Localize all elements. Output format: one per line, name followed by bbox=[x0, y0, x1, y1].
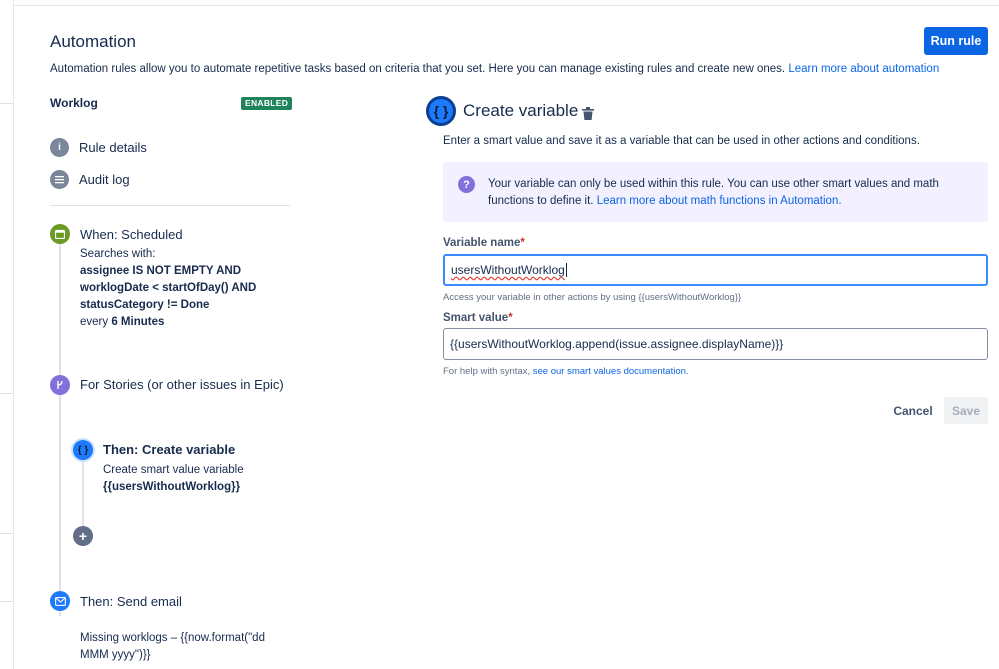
info-message bbox=[488, 176, 978, 210]
editor-subtitle: Enter a smart value and save it as a variable that can be used in other actions and conditions. bbox=[443, 135, 920, 147]
status-badge[interactable]: ENABLED bbox=[241, 97, 292, 110]
create-variable-desc: Create smart value variable bbox=[103, 464, 244, 476]
nav-divider bbox=[0, 103, 14, 104]
schedule-interval: every 6 Minutes bbox=[80, 316, 165, 328]
branch-icon bbox=[50, 375, 70, 395]
trigger-details[interactable] bbox=[80, 246, 256, 331]
cancel-button[interactable]: Cancel bbox=[888, 397, 938, 424]
editor-title: Create variable bbox=[463, 101, 579, 120]
email-subject-line: Missing worklogs – {{now.format("dd bbox=[80, 632, 265, 644]
jql-line: assignee IS NOT EMPTY AND bbox=[80, 265, 242, 277]
info-icon: i bbox=[50, 138, 69, 157]
description-text: Automation rules allow you to automate repetitive tasks based on criteria that you set. Here you can manage existing rules and create new ones. bbox=[50, 63, 786, 75]
smart-value-text: {{usersWithoutWorklog.append(issue.assignee.displayName)}} bbox=[450, 337, 784, 351]
send-email-title[interactable]: Then: Send email bbox=[80, 594, 182, 609]
variable-name-label: Variable name* bbox=[443, 237, 525, 249]
send-email-details[interactable] bbox=[80, 630, 265, 664]
variable-name-input[interactable] bbox=[443, 254, 988, 286]
trigger-title[interactable]: When: Scheduled bbox=[80, 227, 183, 242]
left-nav-edge bbox=[0, 0, 14, 669]
smart-value-label: Smart value* bbox=[443, 312, 513, 324]
question-icon: ? bbox=[458, 176, 475, 193]
audit-log-item[interactable] bbox=[50, 170, 130, 189]
trash-icon[interactable] bbox=[582, 107, 594, 120]
variable-name-value: usersWithoutWorklog bbox=[451, 263, 565, 277]
create-variable-details[interactable] bbox=[103, 462, 244, 496]
jql-line: statusCategory != Done bbox=[80, 299, 210, 311]
flow-connector bbox=[59, 236, 61, 616]
nav-divider bbox=[0, 601, 14, 602]
smart-values-docs-link[interactable]: see our smart values documentation. bbox=[532, 366, 689, 377]
add-component-icon[interactable]: + bbox=[73, 526, 93, 546]
list-icon bbox=[50, 170, 69, 189]
math-functions-link[interactable]: Learn more about math functions in Automation. bbox=[596, 195, 842, 207]
info-text: Your variable can only be used within this rule. You can use other smart values and math functions to define it. bbox=[488, 178, 939, 207]
run-rule-button[interactable]: Run rule bbox=[924, 27, 988, 55]
jql-line: worklogDate < startOfDay() AND bbox=[80, 282, 257, 294]
top-divider bbox=[14, 5, 999, 6]
variable-token: {{usersWithoutWorklog}} bbox=[103, 481, 241, 493]
mail-icon bbox=[50, 591, 70, 611]
page-title: Automation bbox=[50, 32, 136, 51]
audit-log-label: Audit log bbox=[79, 172, 130, 187]
branch-title[interactable]: For Stories (or other issues in Epic) bbox=[80, 377, 284, 392]
learn-more-automation-link[interactable]: Learn more about automation bbox=[788, 63, 940, 75]
page-description bbox=[50, 63, 939, 75]
variable-name-helper: Access your variable in other actions by using {{usersWithoutWorklog}} bbox=[443, 292, 742, 303]
smart-value-helper: For help with syntax, see our smart values documentation. bbox=[443, 366, 689, 377]
rule-details-item[interactable] bbox=[50, 138, 147, 157]
smart-value-input[interactable] bbox=[443, 328, 988, 360]
rule-name: Worklog bbox=[50, 96, 98, 110]
save-button[interactable]: Save bbox=[944, 397, 988, 424]
braces-icon: { } bbox=[426, 96, 456, 126]
nav-divider bbox=[0, 393, 14, 394]
calendar-icon bbox=[50, 224, 70, 244]
nav-divider bbox=[0, 533, 14, 534]
menu-divider bbox=[50, 205, 290, 206]
braces-icon: { } bbox=[73, 440, 93, 460]
rule-details-label: Rule details bbox=[79, 140, 147, 155]
create-variable-title[interactable]: Then: Create variable bbox=[103, 442, 236, 457]
email-subject-line: MMM yyyy")}} bbox=[80, 649, 151, 661]
text-cursor bbox=[566, 263, 567, 277]
info-panel bbox=[443, 162, 988, 222]
searches-label: Searches with: bbox=[80, 248, 156, 260]
